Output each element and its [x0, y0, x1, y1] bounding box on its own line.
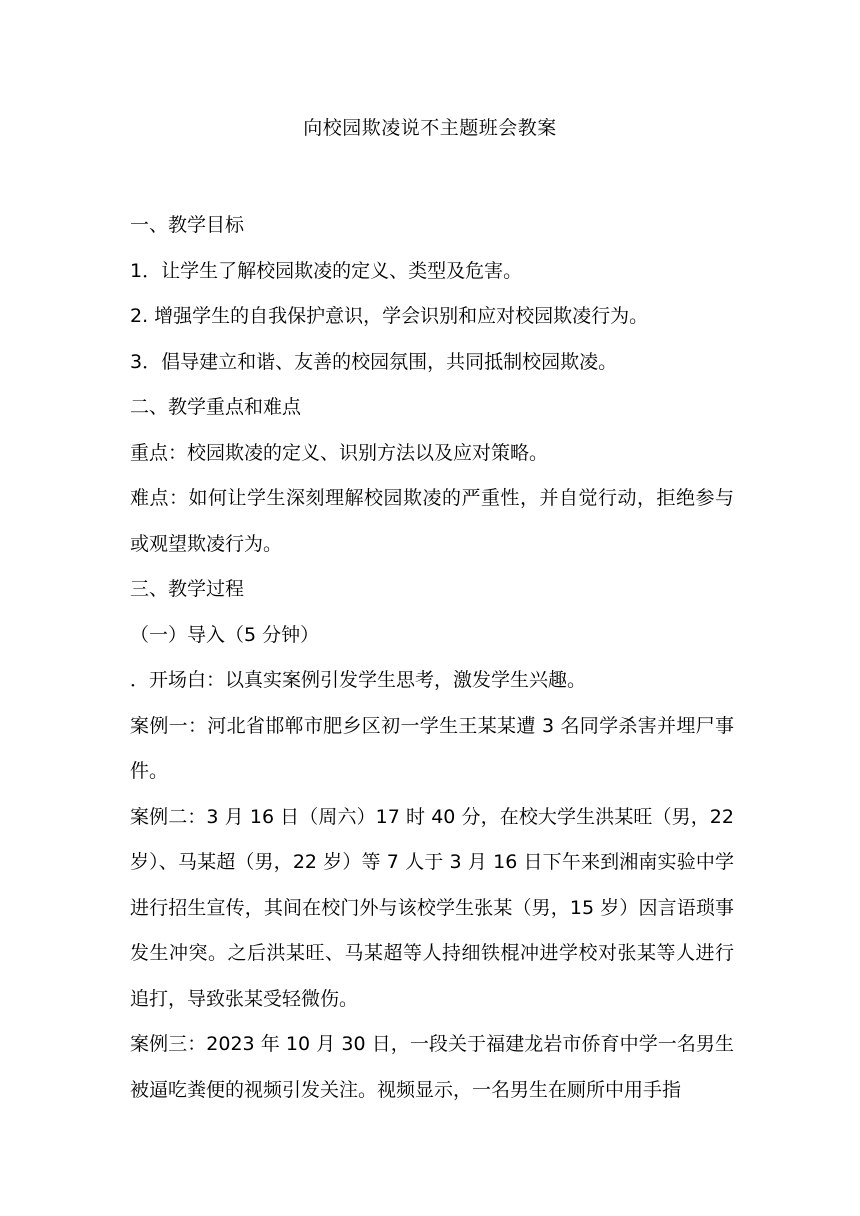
case-two-paragraph: 案例二：3 月 16 日（周六）17 时 40 分，在校大学生洪某旺（男，22 岁）、马某超（男，22 岁）等 7 人于 3 月 16 日下午来到湘南实验中学进行招生宣传，其间在校门外与该校学生张某（男，15 岁）因言语琐事发生冲突。之后洪某旺、马某超等人持细铁棍冲进学校对张某等人进行追打，导致张某受轻微伤。	[130, 805, 741, 1010]
difficult-point-paragraph: 难点：如何让学生深刻理解校园欺凌的严重性，并自觉行动，拒绝参与或观望欺凌行为。	[130, 487, 734, 555]
opening-remarks: ．开场白：以真实案例引发学生思考，激发学生兴趣。	[130, 669, 587, 691]
heading-key-points: 二、教学重点和难点	[130, 396, 302, 418]
goal-item-2: 2. 增强学生的自我保护意识，学会识别和应对校园欺凌行为。	[130, 305, 649, 327]
subheading-introduction: （一）导入（5 分钟）	[130, 623, 320, 646]
key-point-paragraph: 重点：校园欺凌的定义、识别方法以及应对策略。	[130, 441, 549, 464]
case-one-paragraph: 案例一：河北省邯郸市肥乡区初一学生王某某遭 3 名同学杀害并埋尸事件。	[130, 714, 734, 782]
goal-item-1: 1．让学生了解校园欺凌的定义、类型及危害。	[130, 259, 523, 282]
heading-teaching-goals: 一、教学目标	[130, 214, 245, 236]
case-three-paragraph: 案例三：2023 年 10 月 30 日，一段关于福建龙岩市侨育中学一名男生被逼吃粪便的视频引发关注。视频显示，一名男生在厕所中用手指	[130, 1033, 734, 1101]
goal-item-3: 3．倡导建立和谐、友善的校园氛围，共同抵制校园欺凌。	[130, 350, 618, 373]
document-body	[130, 203, 741, 1113]
heading-teaching-process: 三、教学过程	[130, 578, 245, 600]
document-title: 向校园欺凌说不主题班会教案	[303, 117, 557, 139]
